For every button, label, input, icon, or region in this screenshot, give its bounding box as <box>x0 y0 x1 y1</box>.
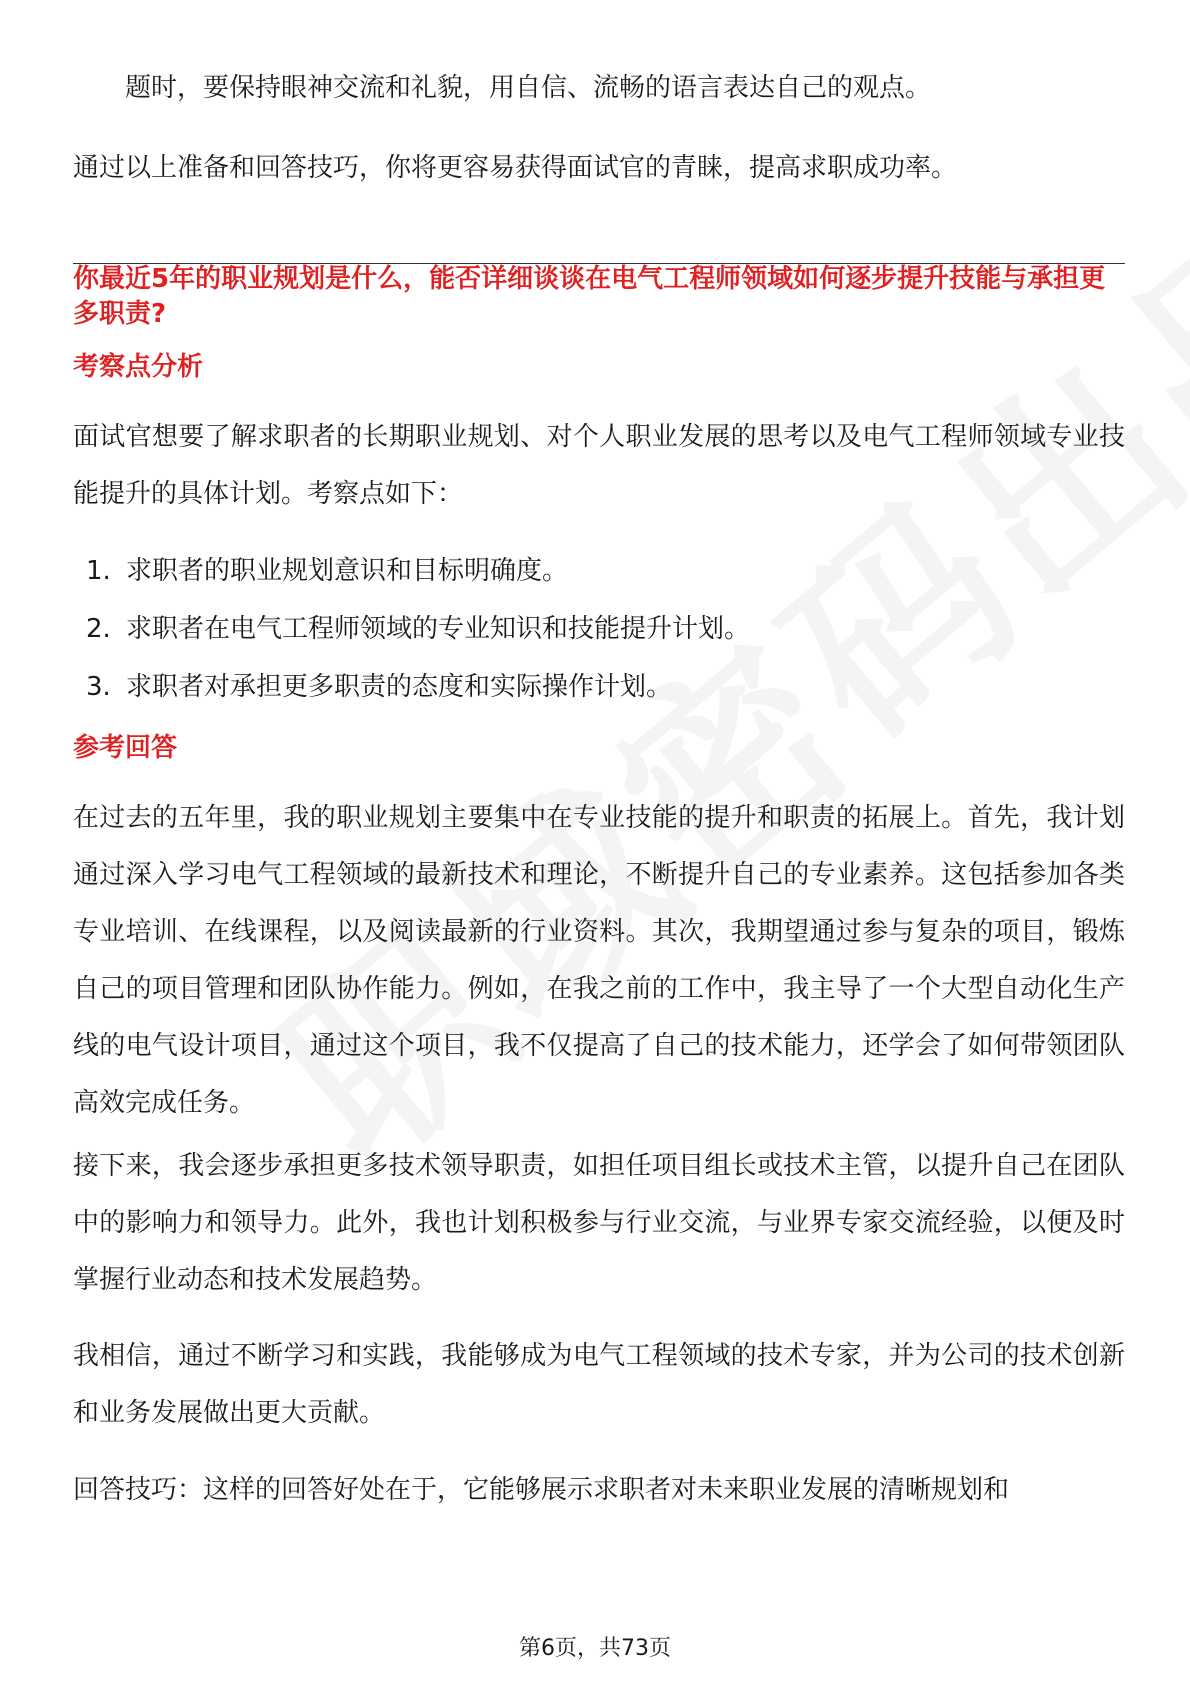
answer-text: 在过去的五年里，我的职业规划主要集中在专业技能的提升和职责的拓展上。首先，我计划通过深入学习电气工程领域的最新技术和理论，不断提升自己的专业素养。这包括参加各类专业培训、在线课程，以及阅读最新的行业资料。其次，我期望通过参与复杂的项目，锻炼自己的项目管理和团队协作能力。例如，在我之前的工作中，我主导了一个大型自动化生产线的电气设计项目，通过这个项目，我不仅提高了自己的技术能力，还学会了如何带领团队高效完成任务。 <box>73 803 1125 1118</box>
answer-heading: 参考回答 <box>73 733 178 763</box>
list-item <box>73 658 1125 716</box>
analysis-points <box>73 542 1125 716</box>
list-text: 求职者在电气工程师领域的专业知识和技能提升计划。 <box>126 614 751 644</box>
answer-paragraph-1 <box>73 790 1125 1132</box>
page-number: 第6页，共73页 <box>519 1636 671 1661</box>
analysis-heading: 考察点分析 <box>73 352 204 382</box>
list-text: 求职者对承担更多职责的态度和实际操作计划。 <box>126 672 673 702</box>
list-text: 求职者的职业规划意识和目标明确度。 <box>126 556 569 586</box>
summary-paragraph <box>73 140 1125 197</box>
analysis-heading-block <box>73 347 1125 387</box>
tips-paragraph <box>73 1462 1125 1519</box>
answer-text: 接下来，我会逐步承担更多技术领导职责，如担任项目组长或技术主管，以提升自己在团队中的影响力和领导力。此外，我也计划积极参与行业交流，与业界专家交流经验，以便及时掌握行业动态和技术发展趋势。 <box>73 1151 1125 1295</box>
continued-line: 题时，要保持眼神交流和礼貌，用自信、流畅的语言表达自己的观点。 <box>125 73 932 103</box>
list-number: 3. <box>86 672 111 702</box>
list-number: 2. <box>86 614 111 644</box>
continued-paragraph <box>73 60 1125 117</box>
list-number: 1. <box>86 556 111 586</box>
answer-text: 我相信，通过不断学习和实践，我能够成为电气工程领域的技术专家，并为公司的技术创新和业务发展做出更大贡献。 <box>73 1341 1125 1428</box>
answer-paragraph-3 <box>73 1328 1125 1442</box>
answer-paragraph-2 <box>73 1138 1125 1309</box>
analysis-intro-block <box>73 409 1125 523</box>
list-item <box>73 600 1125 658</box>
question-title: 你最近5年的职业规划是什么，能否详细谈谈在电气工程师领域如何逐步提升技能与承担更多职责? <box>73 264 1106 329</box>
question-block <box>73 262 1125 332</box>
list-item <box>73 542 1125 600</box>
answer-heading-block <box>73 728 1125 768</box>
summary-text: 通过以上准备和回答技巧，你将更容易获得面试官的青睐，提高求职成功率。 <box>73 153 958 183</box>
analysis-intro: 面试官想要了解求职者的长期职业规划、对个人职业发展的思考以及电气工程师领域专业技能提升的具体计划。考察点如下： <box>73 422 1125 509</box>
tips-text: 回答技巧：这样的回答好处在于，它能够展示求职者对未来职业发展的清晰规划和 <box>73 1475 1010 1505</box>
